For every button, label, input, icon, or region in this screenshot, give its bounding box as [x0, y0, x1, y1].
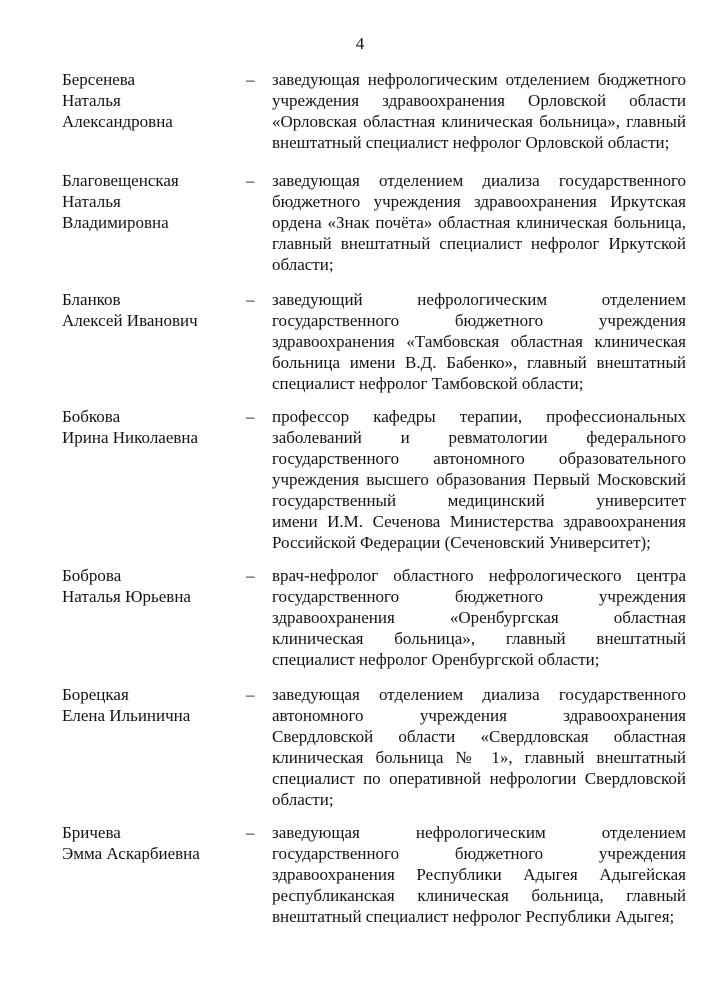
description-line: Российской Федерации (Сеченовский Университет); — [272, 533, 651, 552]
description-line: автономного учреждения здравоохранения — [272, 706, 686, 725]
description-line: заведующая отделением диализа государственного — [272, 171, 686, 190]
description-line: заведующая отделением диализа государственного — [272, 685, 686, 704]
description-line: заведующая нефрологическим отделением бюджетного — [272, 70, 686, 89]
dash-separator: – — [246, 290, 255, 309]
person-name-line: Берсенева — [62, 70, 136, 89]
description-line: республиканская клиническая больница, главный — [272, 886, 686, 905]
person-name-line: Александровна — [62, 112, 173, 131]
dash-separator: – — [246, 823, 255, 842]
description-line: государственный медицинский университет — [272, 491, 686, 510]
person-name-line: Борецкая — [62, 685, 129, 704]
dash-separator: – — [246, 566, 255, 585]
description-line: клиническая больница № 1», главный внештатный — [272, 748, 686, 767]
description-line: государственного бюджетного учреждения — [272, 587, 686, 606]
position-description — [272, 822, 686, 927]
position-description — [272, 684, 686, 810]
description-line: специалист по оперативной нефрологии Свердловской — [272, 769, 686, 788]
person-name — [62, 170, 242, 233]
description-line: области; — [272, 255, 334, 274]
description-line: заведующая нефрологическим отделением — [272, 823, 686, 842]
position-description — [272, 69, 686, 153]
description-line: бюджетного учреждения здравоохранения Иркутская — [272, 192, 686, 211]
person-name-line: Бланков — [62, 290, 121, 309]
page-number: 4 — [355, 34, 365, 53]
description-line: учреждения высшего образования Первый Московский — [272, 470, 686, 489]
description-line: Свердловской области «Свердловская областная — [272, 727, 686, 746]
description-line: врач-нефролог областного нефрологического центра — [272, 566, 686, 585]
description-line: государственного автономного образовательного — [272, 449, 686, 468]
person-name-line: Ирина Николаевна — [62, 428, 199, 447]
person-name-line: Благовещенская — [62, 171, 179, 190]
description-line: главный внештатный специалист нефролог Иркутской — [272, 234, 686, 253]
dash-separator: – — [246, 407, 255, 426]
person-name — [62, 289, 242, 331]
person-name — [62, 406, 242, 448]
dash-separator: – — [246, 70, 255, 89]
person-name-line: Наталья — [62, 91, 121, 110]
description-line: внештатный специалист нефролог Республики Адыгея; — [272, 907, 675, 926]
description-line: заболеваний и ревматологии федерального — [272, 428, 686, 447]
description-line: «Орловская областная клиническая больница», главный — [272, 112, 686, 131]
person-name-line: Алексей Иванович — [62, 311, 198, 330]
person-name-line: Наталья — [62, 192, 121, 211]
person-name — [62, 69, 242, 132]
position-description — [272, 565, 686, 670]
description-line: профессор кафедры терапии, профессиональных — [272, 407, 686, 426]
position-description — [272, 289, 686, 394]
description-line: имени И.М. Сеченова Министерства здравоохранения — [272, 512, 686, 531]
description-line: здравоохранения Республики Адыгея Адыгейская — [272, 865, 686, 884]
position-description — [272, 406, 686, 553]
description-line: здравоохранения «Тамбовская областная клиническая — [272, 332, 686, 351]
description-line: области; — [272, 790, 334, 809]
description-line: заведующий нефрологическим отделением — [272, 290, 686, 309]
description-line: государственного бюджетного учреждения — [272, 311, 686, 330]
description-line: клиническая больница», главный внештатный — [272, 629, 686, 648]
person-name-line: Боброва — [62, 566, 122, 585]
person-name-line: Бобкова — [62, 407, 121, 426]
dash-separator: – — [246, 171, 255, 190]
person-name — [62, 565, 242, 607]
position-description — [272, 170, 686, 275]
description-line: учреждения здравоохранения Орловской области — [272, 91, 686, 110]
person-name-line: Наталья Юрьевна — [62, 587, 191, 606]
description-line: специалист нефролог Оренбургской области; — [272, 650, 600, 669]
person-name-line: Бричева — [62, 823, 121, 842]
dash-separator: – — [246, 685, 255, 704]
person-name-line: Эмма Аскарбиевна — [62, 844, 200, 863]
description-line: государственного бюджетного учреждения — [272, 844, 686, 863]
person-name — [62, 822, 242, 864]
description-line: внештатный специалист нефролог Орловской области; — [272, 133, 670, 152]
description-line: здравоохранения «Оренбургская областная — [272, 608, 686, 627]
description-line: больница имени В.Д. Бабенко», главный внештатный — [272, 353, 686, 372]
person-name-line: Елена Ильинична — [62, 706, 191, 725]
description-line: специалист нефролог Тамбовской области; — [272, 374, 584, 393]
description-line: ордена «Знак почёта» областная клиническая больница, — [272, 213, 686, 232]
person-name-line: Владимировна — [62, 213, 169, 232]
person-name — [62, 684, 242, 726]
